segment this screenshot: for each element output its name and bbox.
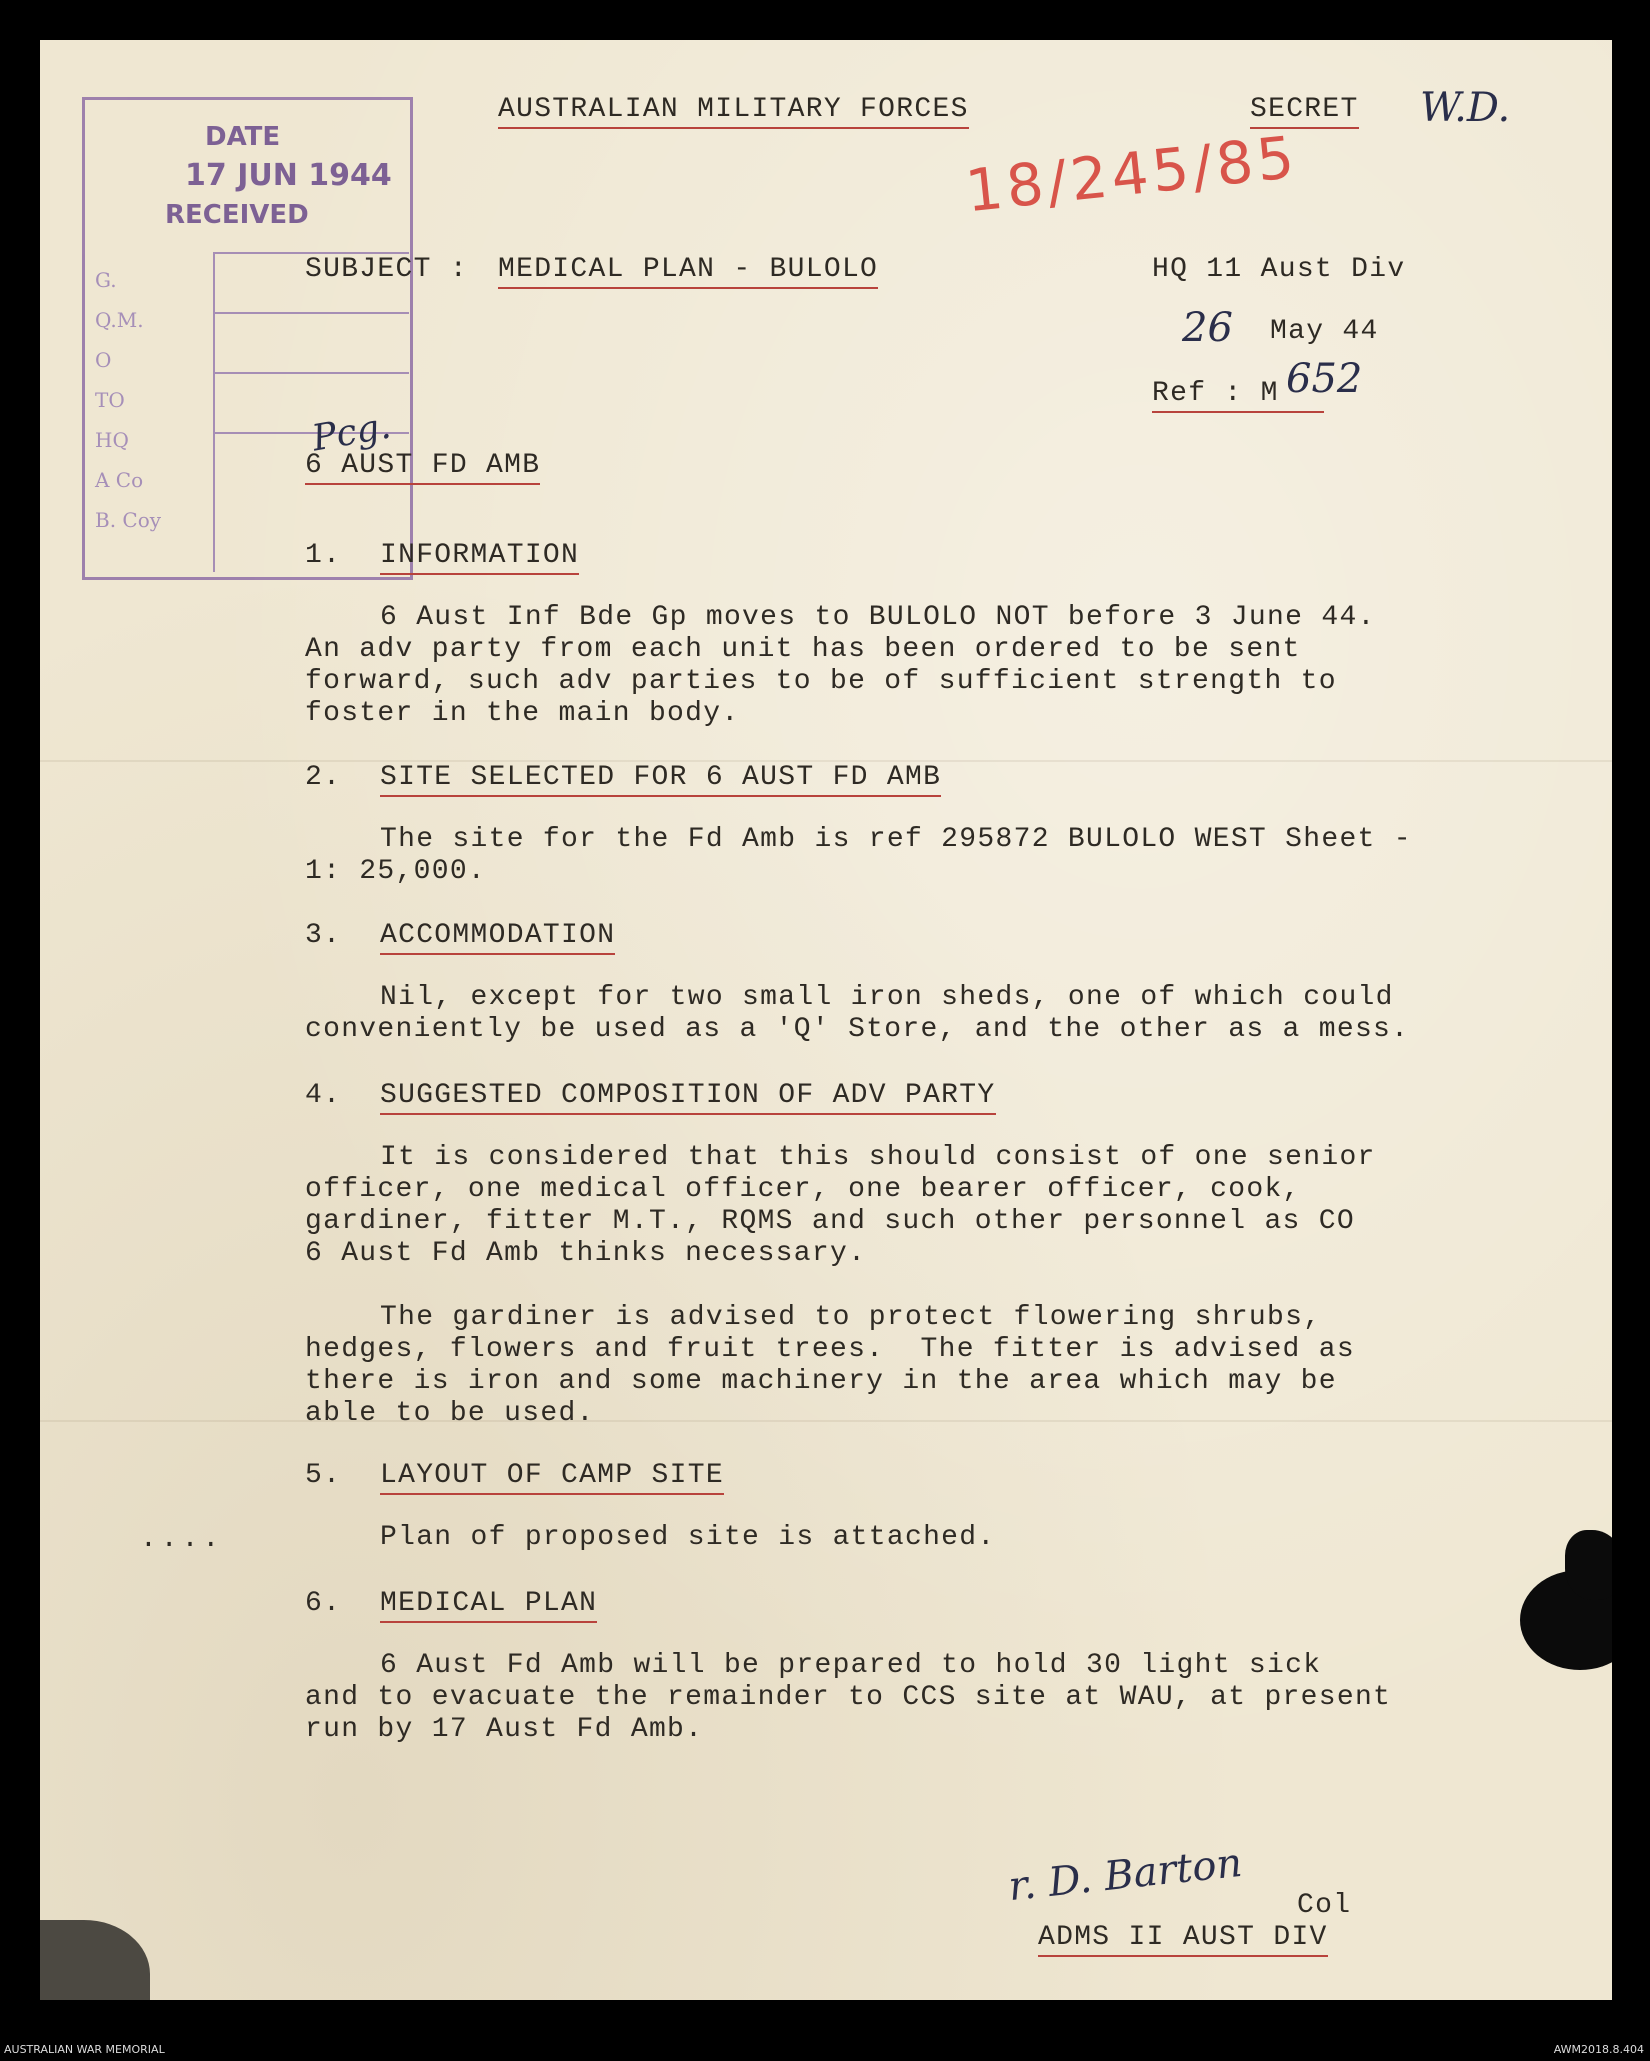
subject-label: SUBJECT : [305,254,468,285]
ink-blot [1565,1530,1612,1600]
signature-rank: Col [1297,1890,1352,1921]
signature-title: ADMS II AUST DIV [1038,1922,1328,1957]
section-2-paragraph: The site for the Fd Amb is ref 295872 BULOLO WEST Sheet - 1: 25,000. [305,824,1412,887]
document-page [40,40,1612,2000]
margin-dots: .... [140,1524,224,1555]
stamp-routing-list [95,260,161,540]
org-heading: AUSTRALIAN MILITARY FORCES [498,94,969,129]
section-1-title: INFORMATION [380,540,579,575]
section-5-paragraph: Plan of proposed site is attached. [380,1522,996,1553]
stamp-routing-item: A Co [95,468,144,492]
section-3-number: 3. [305,920,342,951]
footer-left: AUSTRALIAN WAR MEMORIAL [4,2043,165,2056]
stamp-date: 17 JUN 1944 [185,158,392,193]
stamp-grid-line [213,372,409,374]
stamp-grid-line [213,312,409,314]
signature-scrawl: r. D. Barton [1006,1839,1245,1911]
ref-label: Ref : M [1152,378,1324,413]
subject: MEDICAL PLAN - BULOLO [498,254,878,289]
addressee: 6 AUST FD AMB [305,450,540,485]
stamp-routing-item: G. [95,268,117,292]
stamp-routing-item: B. Coy [95,508,162,532]
section-5-number: 5. [305,1460,342,1491]
received-stamp [82,97,413,580]
section-6-number: 6. [305,1588,342,1619]
red-file-reference: 18/245/85 [962,122,1302,226]
ink-blot [40,1920,150,2000]
section-6-title: MEDICAL PLAN [380,1588,597,1623]
section-3-paragraph: Nil, except for two small iron sheds, one of which could conveniently be used as a 'Q' Store, and the other as a mess. [305,982,1410,1045]
section-2-title: SITE SELECTED FOR 6 AUST FD AMB [380,762,941,797]
hq: HQ 11 Aust Div [1152,254,1406,285]
section-1-number: 1. [305,540,342,571]
section-4-paragraph-2: The gardiner is advised to protect flowering shrubs, hedges, flowers and fruit trees. The fitter is advised as there is iron and some machinery in the area which may be able to be used. [305,1302,1355,1429]
section-6-paragraph: 6 Aust Fd Amb will be prepared to hold 30 light sick and to evacuate the remainder to CCS site at WAU, at present run by 17 Aust Fd Amb. [305,1650,1392,1745]
footer-right: AWM2018.8.404 [1553,2043,1644,2056]
section-4-paragraph-1: It is considered that this should consist of one senior officer, one medical officer, one bearer officer, cook, gardiner, fitter M.T., RQMS and such other personnel as CO 6 Aust Fd Amb thinks necessary. [305,1142,1376,1269]
stamp-date-label: DATE [205,122,281,152]
stamp-routing-item: O [95,348,112,372]
date-month-year: May 44 [1270,316,1379,347]
stamp-routing-item: HQ [95,428,129,452]
section-4-title: SUGGESTED COMPOSITION OF ADV PARTY [380,1080,996,1115]
stamp-received: RECEIVED [165,200,309,230]
section-2-number: 2. [305,762,342,793]
section-1-paragraph: 6 Aust Inf Bde Gp moves to BULOLO NOT before 3 June 44. An adv party from each unit has been ordered to be sent forward, such adv parties to be of sufficient strength to foster in the main body. [305,602,1376,729]
ref-number-handwritten: 652 [1286,356,1363,402]
section-3-title: ACCOMMODATION [380,920,615,955]
section-4-number: 4. [305,1080,342,1111]
stamp-routing-item: TO [95,388,125,412]
corner-mark: W.D. [1420,85,1511,131]
section-5-title: LAYOUT OF CAMP SITE [380,1460,724,1495]
classification: SECRET [1250,94,1359,129]
date-day-handwritten: 26 [1182,305,1233,351]
initials: Pcg. [309,405,394,460]
stamp-routing-item: Q.M. [95,308,144,332]
